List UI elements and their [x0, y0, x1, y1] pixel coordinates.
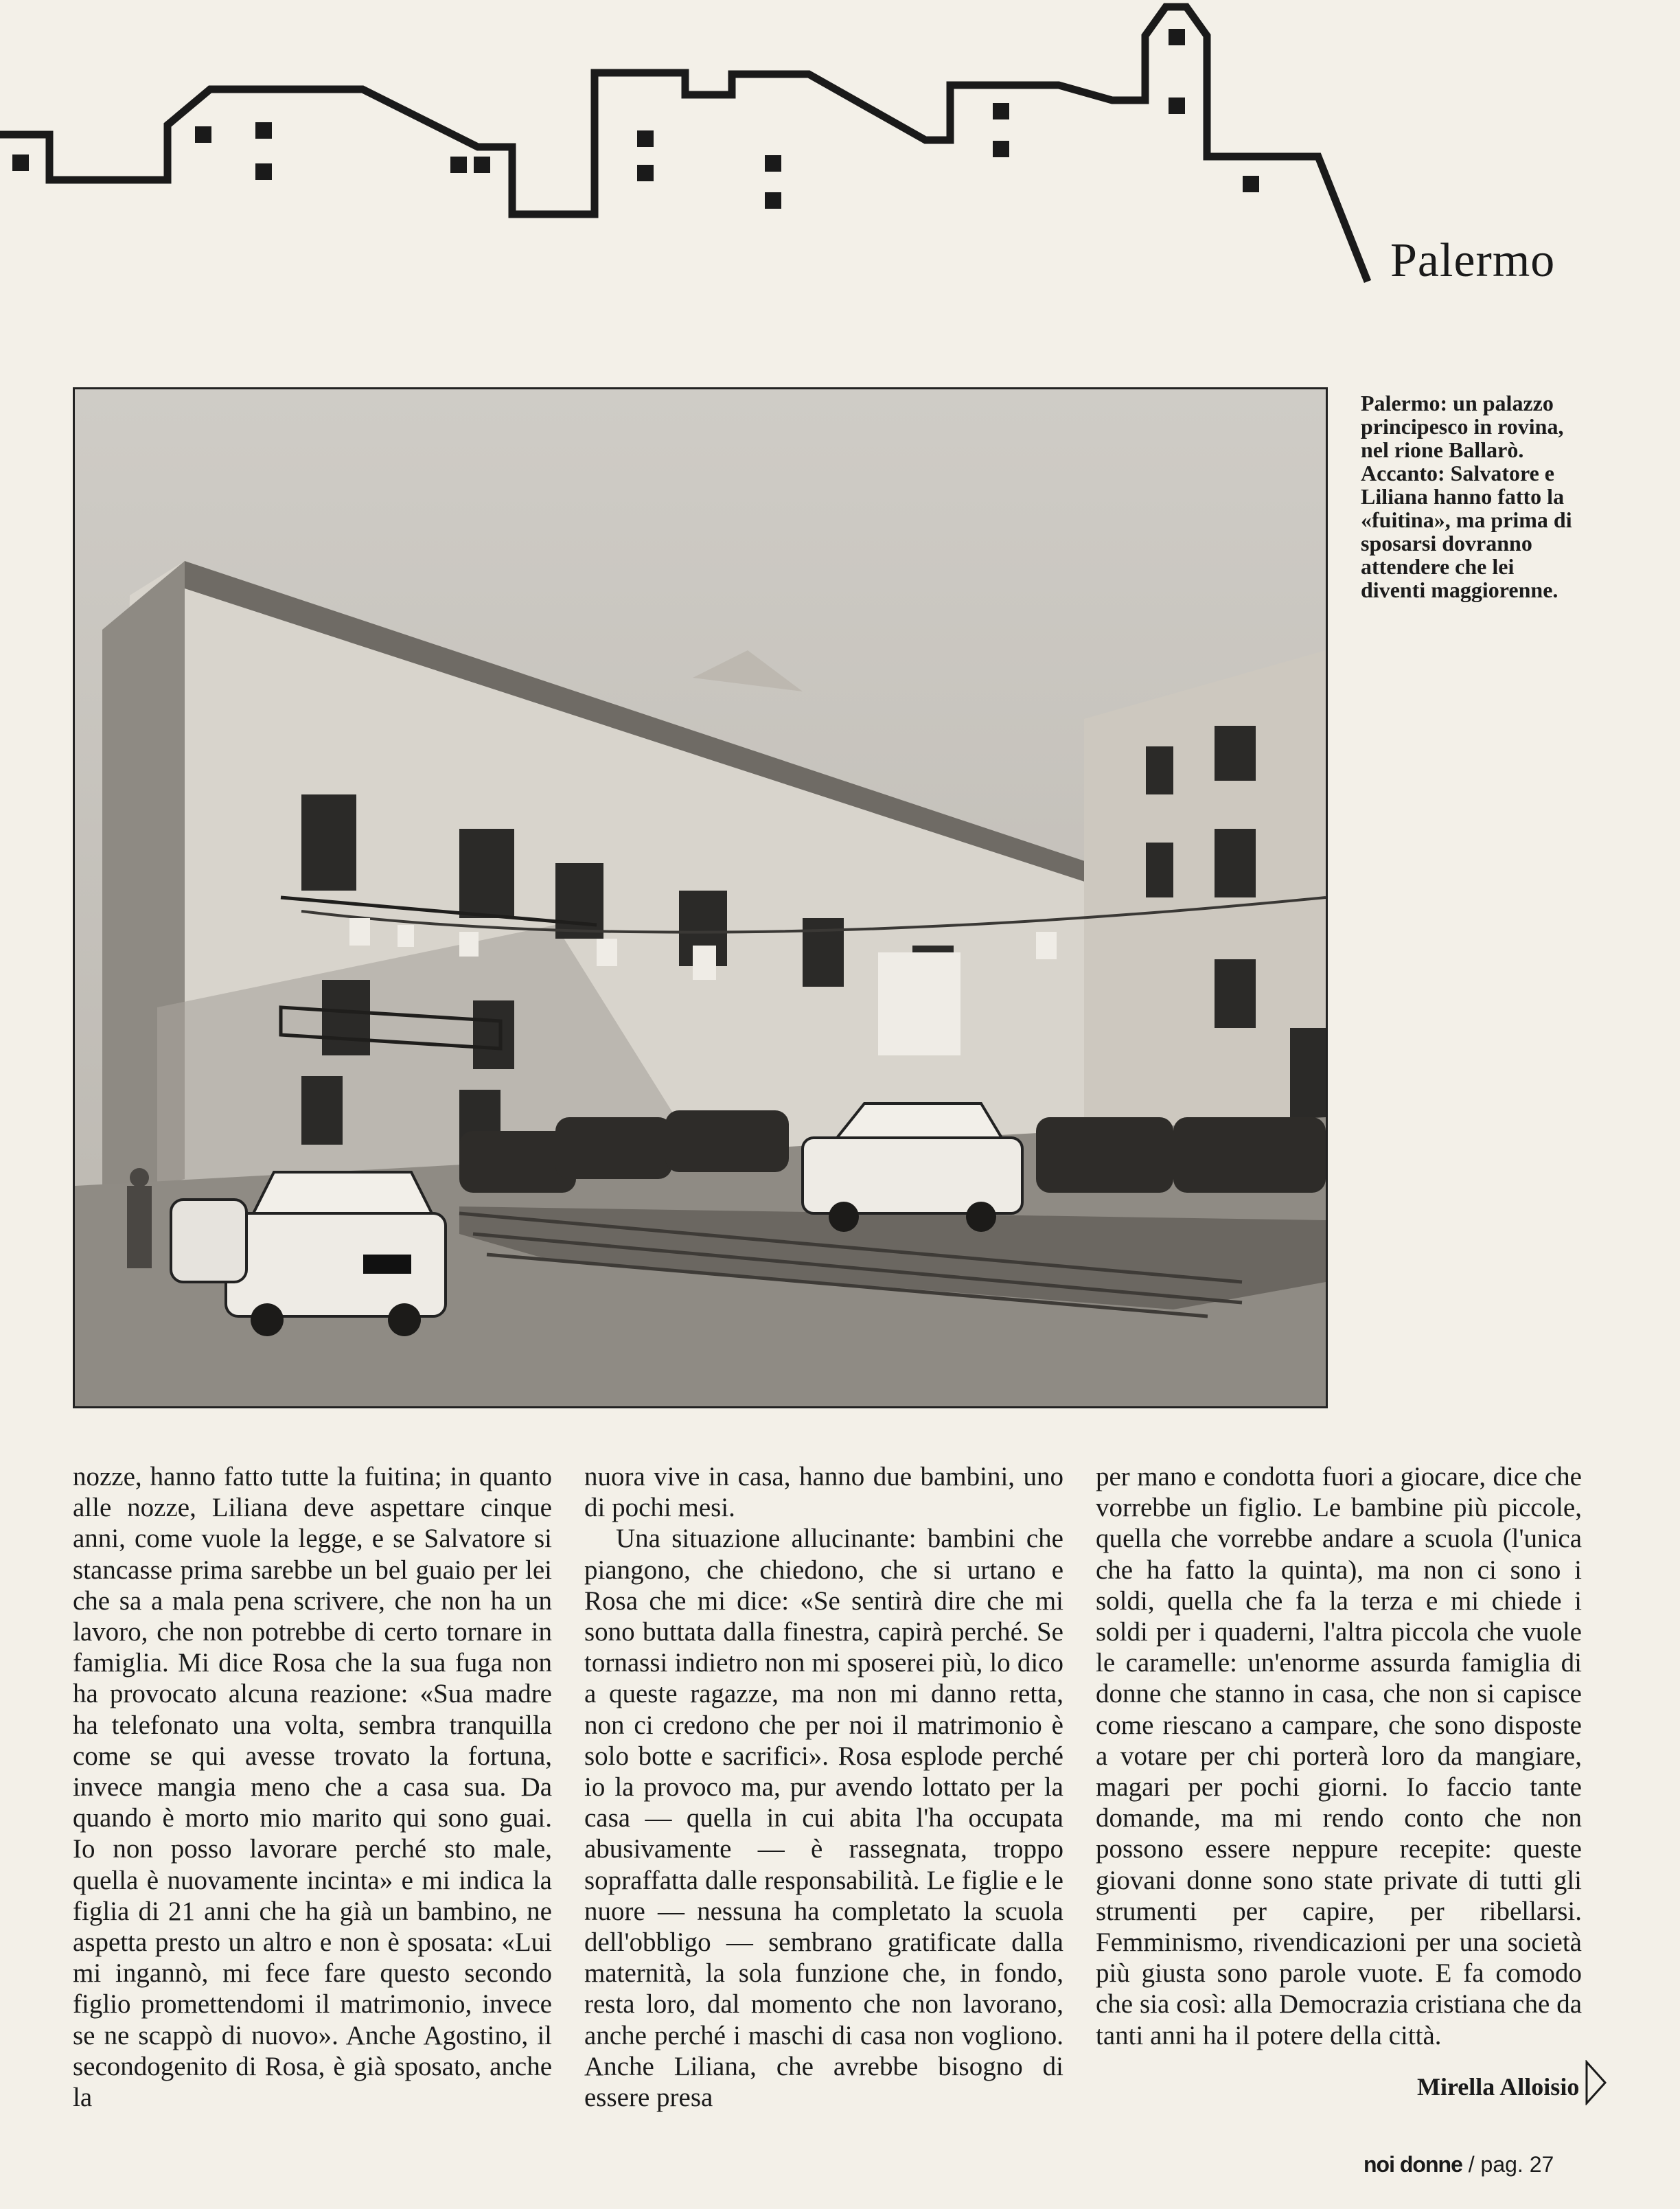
section-title: Palermo — [1390, 234, 1556, 287]
photo-caption: Palermo: un palazzo principesco in rovina, nel rione Ballarò. Accanto: Salvatore e Liliana hanno fatto la «fuitina», ma prima di sposarsi dovranno attendere che lei diventi maggiorenne. — [1361, 391, 1572, 602]
magazine-name: noi donne — [1363, 2152, 1462, 2177]
article-column-3 — [1096, 1461, 1582, 2051]
article-column-1 — [73, 1461, 552, 2113]
author-byline: Mirella Alloisio — [1417, 2073, 1580, 2101]
page-number: pag. 27 — [1480, 2152, 1554, 2177]
page-footer — [1363, 2152, 1554, 2177]
continue-arrow-icon — [1585, 2060, 1608, 2105]
paragraph: Una situazione allucinante: bambini che piangono, che chiedono, che si urtano e Rosa che mi dice: «Se sentirà dire che mi sono buttata dalla finestra, capirà perché. Se tornassi indietro non mi sposerei più, lo dico a queste ragazze, ma non mi danno retta, non ci credono che per noi il matrimonio è solo botte e sacrifici». Rosa esplode perché io la provoco ma, pur avendo lottato per la casa — quella in cui abita l'ha occupata abusivamente — è rassegnata, troppo sopraffatta dalle responsabilità. Le figlie e le nuore — nessuna ha completato la scuola dell'obbligo — sembrano gratificate dalla maternità, la sola funzione che, in fondo, resta loro, dal momento che non lavorano, anche perché i maschi di casa non vogliono. Anche Liliana, che avrebbe bisogno di essere presa — [584, 1524, 1063, 2113]
footer-separator: / — [1468, 2152, 1475, 2177]
paragraph: nuora vive in casa, hanno due bambini, uno di pochi mesi. — [584, 1462, 1063, 1523]
palazzo-photo — [73, 387, 1328, 1408]
article-column-2 — [584, 1461, 1063, 2113]
paragraph: per mano e condotta fuori a giocare, dice che vorrebbe un figlio. Le bambine più piccole, quella che vorrebbe andare a scuola (l'unica che ha fatto la quinta), ma non ci sono i soldi, quella che fa la terza e mi chiede i soldi per i quaderni, l'altra piccola che vuole le caramelle: un'enorme assurda famiglia di donne che stanno in casa, che non si capisce come riescano a campare, che sono disposte a votare per chi porterà loro da mangiare, magari per pochi giorni. Io faccio tante domande, ma mi rendo conto che non possono essere neppure recepite: queste giovani donne sono state private di tutti gli strumenti per capire, per ribellarsi. Femminismo, rivendicazioni per una società più giusta sono parole vuote. E fa comodo che sia così: alla Democrazia cristiana che da tanti anni ha il potere della città. — [1096, 1462, 1582, 2050]
paragraph: nozze, hanno fatto tutte la fuitina; in quanto alle nozze, Liliana deve aspettare cinque anni, come vuole la legge, e se Salvatore si stancasse prima sarebbe un bel guaio per lei che sa a mala pena scrivere, che non ha un lavoro, che non potrebbe di certo tornare in famiglia. Mi dice Rosa che la sua fuga non ha provocato alcuna reazione: «Sua madre ha telefonato una volta, sembra tranquilla come se qui avesse trovato la fortuna, invece mangia meno che a casa sua. Da quando è morto mio marito qui sono guai. Io non posso lavorare perché sto male, quella è nuovamente incinta» e mi indica la figlia di 21 anni che ha già un bambino, ne aspetta presto un altro e non è sposata: «Lui mi ingannò, mi fece fare questo secondo figlio promettendomi il matrimonio, invece se ne scappò di nuovo». Anche Agostino, il secondogenito di Rosa, è già sposato, anche la — [73, 1462, 552, 2113]
